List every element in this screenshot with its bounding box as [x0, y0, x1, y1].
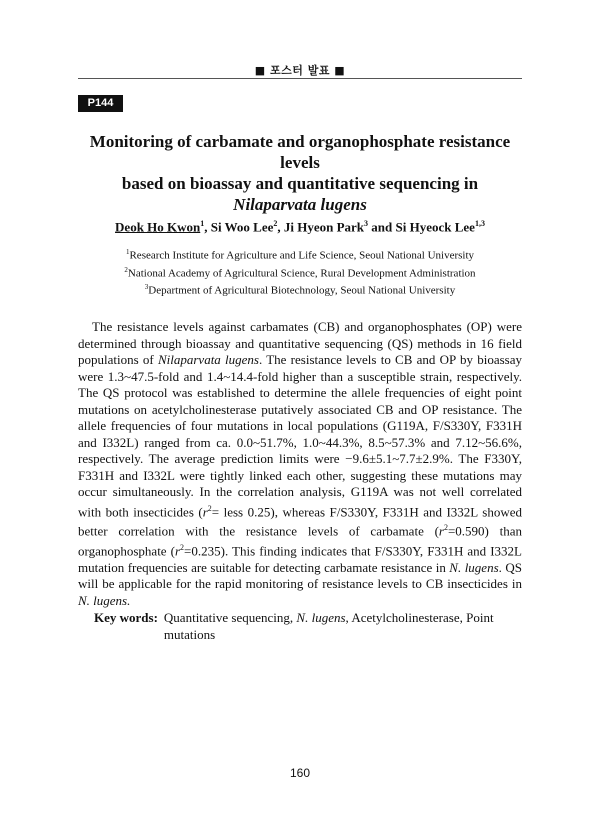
keyword-text: Quantitative sequencing,	[163, 610, 297, 625]
r-squared-symbol: r	[438, 523, 444, 539]
author-2-sup: 2	[273, 219, 278, 228]
author-4-name: Si Hyeock Lee	[395, 219, 475, 235]
r-squared-symbol: r	[174, 543, 181, 559]
author-list	[78, 219, 522, 235]
abstract-text: The resistance levels against carbamates (CB) and organophosphates (OP) were determined through bioassay and quantitative sequencing (QS) methods in 16 field populations of	[78, 319, 522, 367]
keywords-label: Key words:	[94, 610, 158, 625]
abstract-text: = less 0.25), whereas F/S330Y, F331H and I332L showed better correlation with the resistance levels of carbamate (	[78, 503, 522, 539]
affiliation-3	[78, 280, 522, 298]
r-squared-exponent: 2	[443, 523, 448, 533]
title-line-3: Nilaparvata lugens	[233, 195, 367, 214]
abstract-text: =0.235). This finding indicates that F/S330Y, F331H and I332L mutation frequencies are suitable for detecting carbamate resistance in	[78, 543, 522, 575]
header-divider	[78, 78, 522, 79]
author-1-sup: 1	[200, 219, 205, 228]
affiliation-2-sup: 2	[124, 265, 128, 274]
affiliation-1-sup: 1	[125, 248, 130, 256]
species-name: N. lugens.	[78, 592, 131, 608]
keywords-list	[164, 610, 522, 643]
affiliation-list	[78, 245, 522, 298]
author-3-name: Ji Hyeon Park	[283, 219, 365, 235]
abstract-text: =0.590) than organophosphate (	[78, 523, 522, 559]
title-line-1: Monitoring of carbamate and organophosphate resistance levels	[89, 132, 511, 172]
author-3-sup: 3	[364, 219, 369, 228]
author-2-name: Si Woo Lee	[210, 219, 274, 235]
affiliation-1-text: Research Institute for Agriculture and Life Science, Seoul National University	[129, 249, 475, 262]
abstract-body	[78, 319, 522, 609]
page-number: 160	[289, 766, 311, 780]
r-squared-symbol: r	[202, 503, 208, 519]
keyword-text: , Acetylcholinesterase, Point mutations	[163, 610, 494, 642]
species-name: Nilaparvata lugens	[157, 352, 259, 367]
abstract-text: . QS will be applicable for the rapid monitoring of resistance levels to CB insecticides in	[78, 559, 522, 592]
abstract-text: . The resistance levels to CB and OP by bioassay were 1.3~47.5-fold and 1.4~14.4-fold higher than a susceptible strain, respectively. The QS protocol was established to determine the allele frequencies of eight point mutations on acetylcholinesterase putatively associated CB and OP resistance. The allele frequencies of four mutations in local populations (G119A, F/S330Y, F331H and I332L) ranged from ca. 0.0~51.7%, 1.0~44.3%, 8.5~57.3% and 7.12~56.6%, respectively. The average prediction limits were −9.6±5.1~7.7±2.9%. The F330Y, F331H and I332L were tightly linked each other, suggesting these mutations may occur simultaneously. In the correlation analysis, G119A was not well correlated with both insecticides (	[78, 352, 522, 519]
author-1-name: Deok Ho Kwon	[115, 219, 201, 235]
author-sep-3: and	[368, 219, 396, 235]
affiliation-3-sup: 3	[144, 283, 149, 292]
author-sep-1: ,	[204, 219, 211, 235]
affiliation-2-text: National Academy of Agricultural Science, Rural Development Administration	[127, 267, 476, 280]
author-4-sup: 1,3	[474, 219, 485, 228]
affiliation-2	[78, 263, 522, 281]
keywords-block	[94, 610, 522, 643]
title-line-2: based on bioassay and quantitative sequencing in	[121, 174, 479, 193]
affiliation-1	[78, 245, 522, 263]
species-name: N. lugens	[449, 559, 499, 575]
poster-id-badge: P144	[78, 95, 123, 112]
affiliation-3-text: Department of Agricultural Biotechnology, Seoul National University	[148, 284, 456, 297]
paper-title	[78, 131, 522, 215]
keyword-species: N. lugens	[296, 610, 346, 625]
r-squared-exponent: 2	[207, 503, 212, 513]
section-header: ■ 포스터 발표 ■	[254, 64, 346, 77]
r-squared-exponent: 2	[180, 543, 185, 553]
author-sep-2: ,	[277, 219, 284, 235]
